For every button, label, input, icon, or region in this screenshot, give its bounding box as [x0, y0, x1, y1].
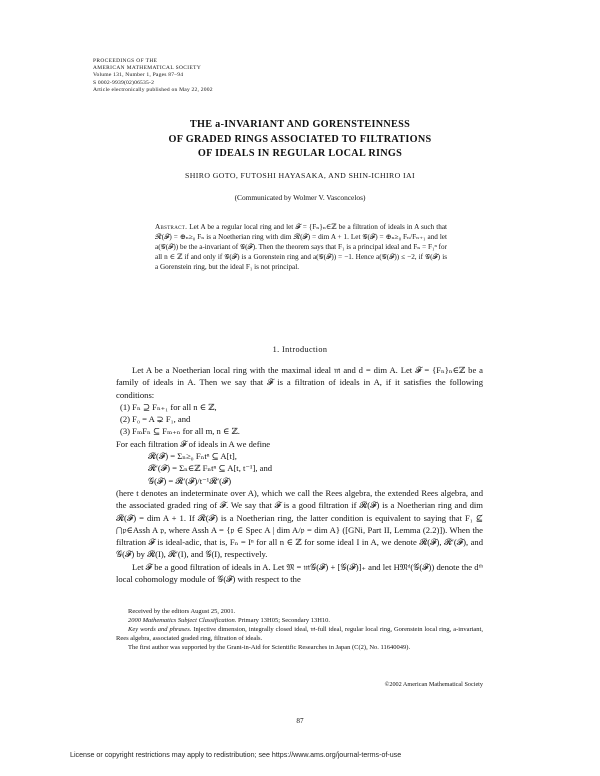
paper-title: [80, 118, 520, 162]
title-line-3: OF IDEALS IN REGULAR LOCAL RINGS: [197, 148, 403, 159]
intro-paragraph-3: Let 𝓕 be a good filtration of ideals in A. Let 𝔐 = 𝔪𝒢(𝓕) + [𝒢(𝓕)]₊ and let H𝔐ᵈ(𝒢(𝓕)) denote the dᵗʰ local cohomology module of 𝒢(𝓕) with respect to the: [116, 561, 483, 585]
copyright-notice: ©2002 American Mathematical Society: [384, 681, 483, 688]
abstract: [155, 223, 447, 273]
keywords-note: [116, 625, 483, 643]
condition-item: (3) FₘFₙ ⊆ Fₘ₊ₙ for all m, n ∈ ℤ.: [120, 426, 240, 437]
communicated-by: (Communicated by Wolmer V. Vasconcelos): [234, 193, 366, 202]
funding-note: The first author was supported by the Grant-in-Aid for Scientific Researches in Japan (C(2), No. 11640049).: [128, 644, 411, 652]
intro-paragraph-1: Let A be a Noetherian local ring with the maximal ideal 𝔪 and d = dim A. Let 𝓕 = {Fₙ}ₙ∈ℤ be a family of ideals in A. Then we say that 𝓕 is a filtration of ideals in A, if it satisfies the following conditions:: [116, 365, 483, 400]
definition-item: 𝓡′(𝓕) = Σₙ∈ℤ Fₙtⁿ ⊆ A[t, t⁻¹], and: [148, 463, 273, 474]
condition-item: (1) Fₙ ⊇ Fₙ₊₁ for all n ∈ ℤ,: [120, 401, 217, 412]
msc-label: 2000 Mathematics Subject Classification.: [128, 617, 237, 625]
intro-paragraph-2: (here t denotes an indeterminate over A), which we call the Rees algebra, the extended Rees algebra, and the associated graded ring of 𝓕. We say that 𝓕 is a good filtration if 𝓡(𝓕) is a Noetherian ring and dim 𝓡(𝓕) = dim A + 1. If 𝓡(𝓕) is a Noetherian ring, the latter condition is equivalent to saying that F₁ ⊈ ⋂𝔭∈Assh A 𝔭, where Assh A = {𝔭 ∈ Spec A | dim A/𝔭 = dim A} ([GNi, Part II, Lemma (2.2)]). When the filtration 𝓕 is ideal-adic, that is, Fₙ = Iⁿ for all n ∈ ℤ for some ideal I in A, we denote 𝓡(𝓕), 𝓡′(𝓕), and 𝒢(𝓕) by 𝓡(I), 𝓡′(I), and 𝒢(I), respectively.: [116, 487, 483, 560]
definition-list: [148, 450, 483, 487]
msc-codes: Primary 13H05; Secondary 13H10.: [237, 617, 331, 625]
definition-item: 𝓡(𝓕) = Σₙ≥₀ Fₙtⁿ ⊆ A[t],: [148, 451, 237, 462]
volume-info: Volume 131, Number 1, Pages 87–94: [93, 72, 184, 79]
journal-name-line2: AMERICAN MATHEMATICAL SOCIETY: [93, 65, 202, 72]
title-line-2: OF GRADED RINGS ASSOCIATED TO FILTRATIONS: [168, 133, 432, 145]
title-line-1: THE a-INVARIANT AND GORENSTEINNESS: [189, 119, 411, 130]
introduction-body: [116, 364, 483, 585]
footnotes: [116, 607, 483, 652]
received-date: Received by the editors August 25, 2001.: [128, 608, 236, 615]
author-list: SHIRO GOTO, FUTOSHI HAYASAKA, AND SHIN-ICHIRO IAI: [185, 171, 415, 180]
page-number: 87: [296, 717, 304, 725]
definition-item: 𝒢(𝓕) = 𝓡′(𝓕)/t⁻¹𝓡′(𝓕): [148, 475, 232, 486]
condition-item: (2) F₀ = A ⊋ F₁, and: [120, 414, 191, 425]
condition-list: [120, 401, 483, 438]
definition-lead: For each filtration 𝓕 of ideals in A we define: [116, 438, 271, 449]
keywords-label: Key words and phrases.: [128, 626, 192, 634]
keywords-text: Injective dimension, integrally closed ideal, 𝔪-full ideal, regular local ring, Gorenstein local ring, a-invariant, Rees algebra, associated graded ring, filtration of ideals.: [116, 626, 483, 643]
journal-name-line1: PROCEEDINGS OF THE: [93, 58, 158, 64]
license-link[interactable]: License or copyright restrictions may apply to redistribution; see https://www.ams.org/journal-terms-of-use: [70, 751, 402, 759]
publication-date: Article electronically published on May 22, 2002: [93, 86, 213, 93]
section-heading: 1. Introduction: [272, 345, 328, 354]
msc-note: [116, 616, 483, 625]
doi-code: S 0002-9939(02)06535-2: [93, 79, 155, 86]
abstract-label: Abstract.: [155, 223, 188, 231]
abstract-text: Let A be a regular local ring and let 𝓕 = {Fₙ}ₙ∈ℤ be a filtration of ideals in A such that 𝓡(𝓕) = ⊕ₙ≥₀ Fₙ is a Noetherian ring with dim 𝓡(𝓕) = dim A + 1. Let 𝒢(𝓕) = ⊕ₙ≥₀ Fₙ/Fₙ₊₁ and let a(𝒢(𝓕)) be the a-invariant of 𝒢(𝓕). Then the theorem says that F₁ is a principal ideal and Fₙ = F₁ⁿ for all n ∈ ℤ if and only if 𝒢(𝓕) is a Gorenstein ring and a(𝒢(𝓕)) = −1. Hence a(𝒢(𝓕)) ≤ −2, if 𝒢(𝓕) is a Gorenstein ring, but the ideal F₁ is not principal.: [155, 223, 448, 271]
journal-header: [93, 58, 213, 94]
